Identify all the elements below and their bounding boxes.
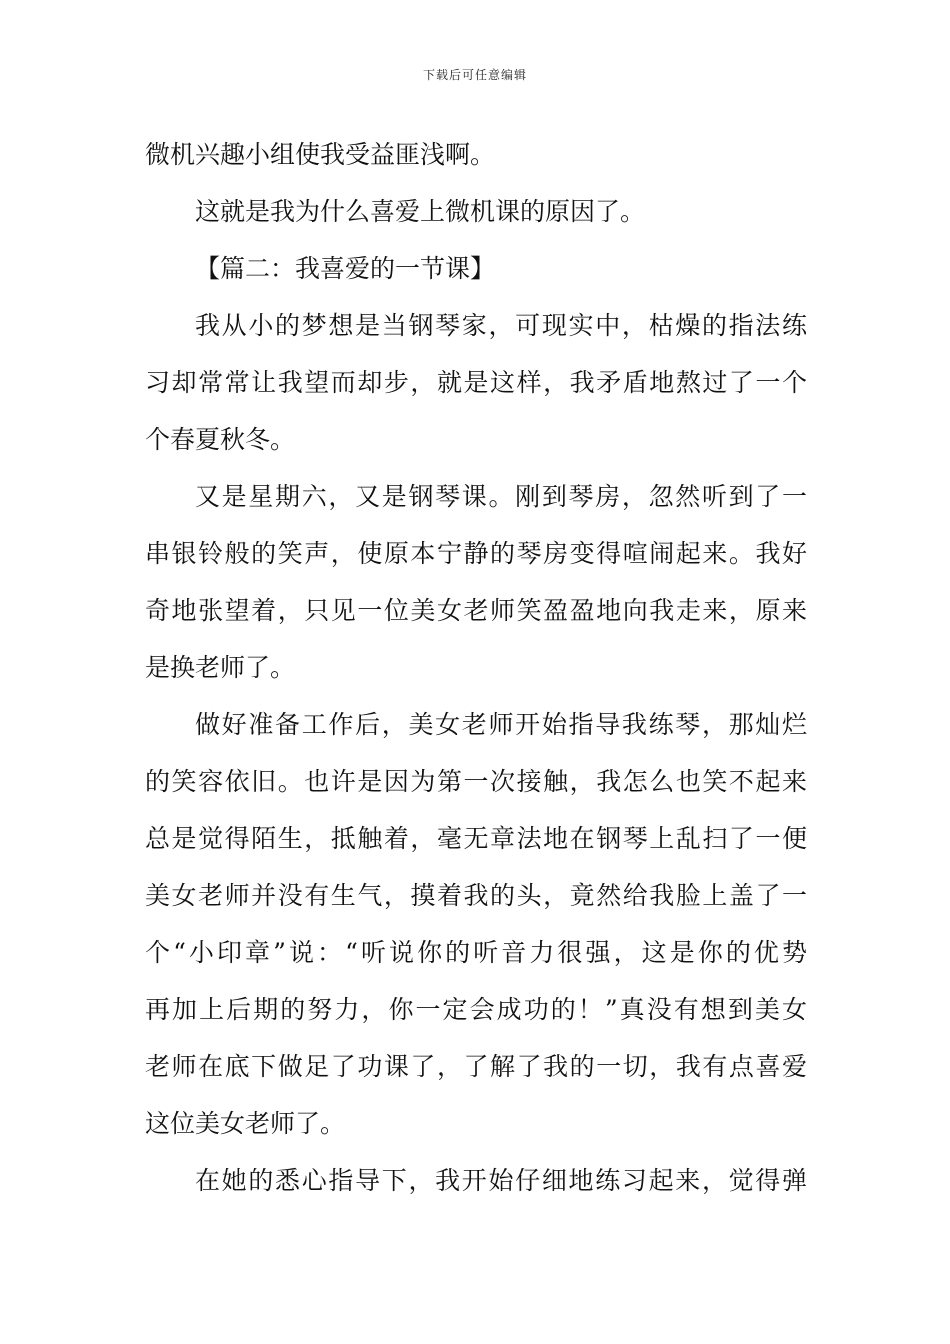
text-line: 这就是我为什么喜爱上微机课的原因了。 bbox=[195, 197, 646, 226]
text-line: 再加上后期的努力，你一定会成功的！”真没有想到美女 bbox=[145, 995, 807, 1024]
page-header: 下载后可任意编辑 bbox=[422, 68, 527, 82]
text-line: 在她的悉心指导下，我开始仔细地练习起来，觉得弹 bbox=[195, 1166, 807, 1195]
text-line: 做好准备工作后，美女老师开始指导我练琴，那灿烂 bbox=[195, 710, 807, 739]
text-line: 习却常常让我望而却步，就是这样，我矛盾地熬过了一个 bbox=[145, 368, 807, 397]
text-line: 的笑容依旧。也许是因为第一次接触，我怎么也笑不起来 bbox=[145, 767, 807, 796]
text-line: 串银铃般的笑声，使原本宁静的琴房变得喧闹起来。我好 bbox=[145, 539, 807, 568]
text-line: 【篇二：我喜爱的一节课】 bbox=[195, 254, 496, 283]
text-line: 美女老师并没有生气，摸着我的头，竟然给我脸上盖了一 bbox=[145, 881, 807, 910]
text-line: 微机兴趣小组使我受益匪浅啊。 bbox=[145, 140, 496, 169]
text-line: 总是觉得陌生，抵触着，毫无章法地在钢琴上乱扫了一便 bbox=[145, 824, 807, 853]
text-line: 这位美女老师了。 bbox=[145, 1109, 346, 1138]
document-body bbox=[145, 126, 807, 1209]
text-line: 又是星期六，又是钢琴课。刚到琴房，忽然听到了一 bbox=[195, 482, 807, 511]
text-line: 我从小的梦想是当钢琴家，可现实中，枯燥的指法练 bbox=[195, 311, 807, 340]
text-line: 奇地张望着，只见一位美女老师笑盈盈地向我走来，原来 bbox=[145, 596, 807, 625]
text-line: 老师在底下做足了功课了，了解了我的一切，我有点喜爱 bbox=[145, 1052, 807, 1081]
text-line: 个“小印章”说：“听说你的听音力很强，这是你的优势 bbox=[145, 938, 807, 967]
text-line: 是换老师了。 bbox=[145, 653, 296, 682]
text-line: 个春夏秋冬。 bbox=[145, 425, 296, 454]
